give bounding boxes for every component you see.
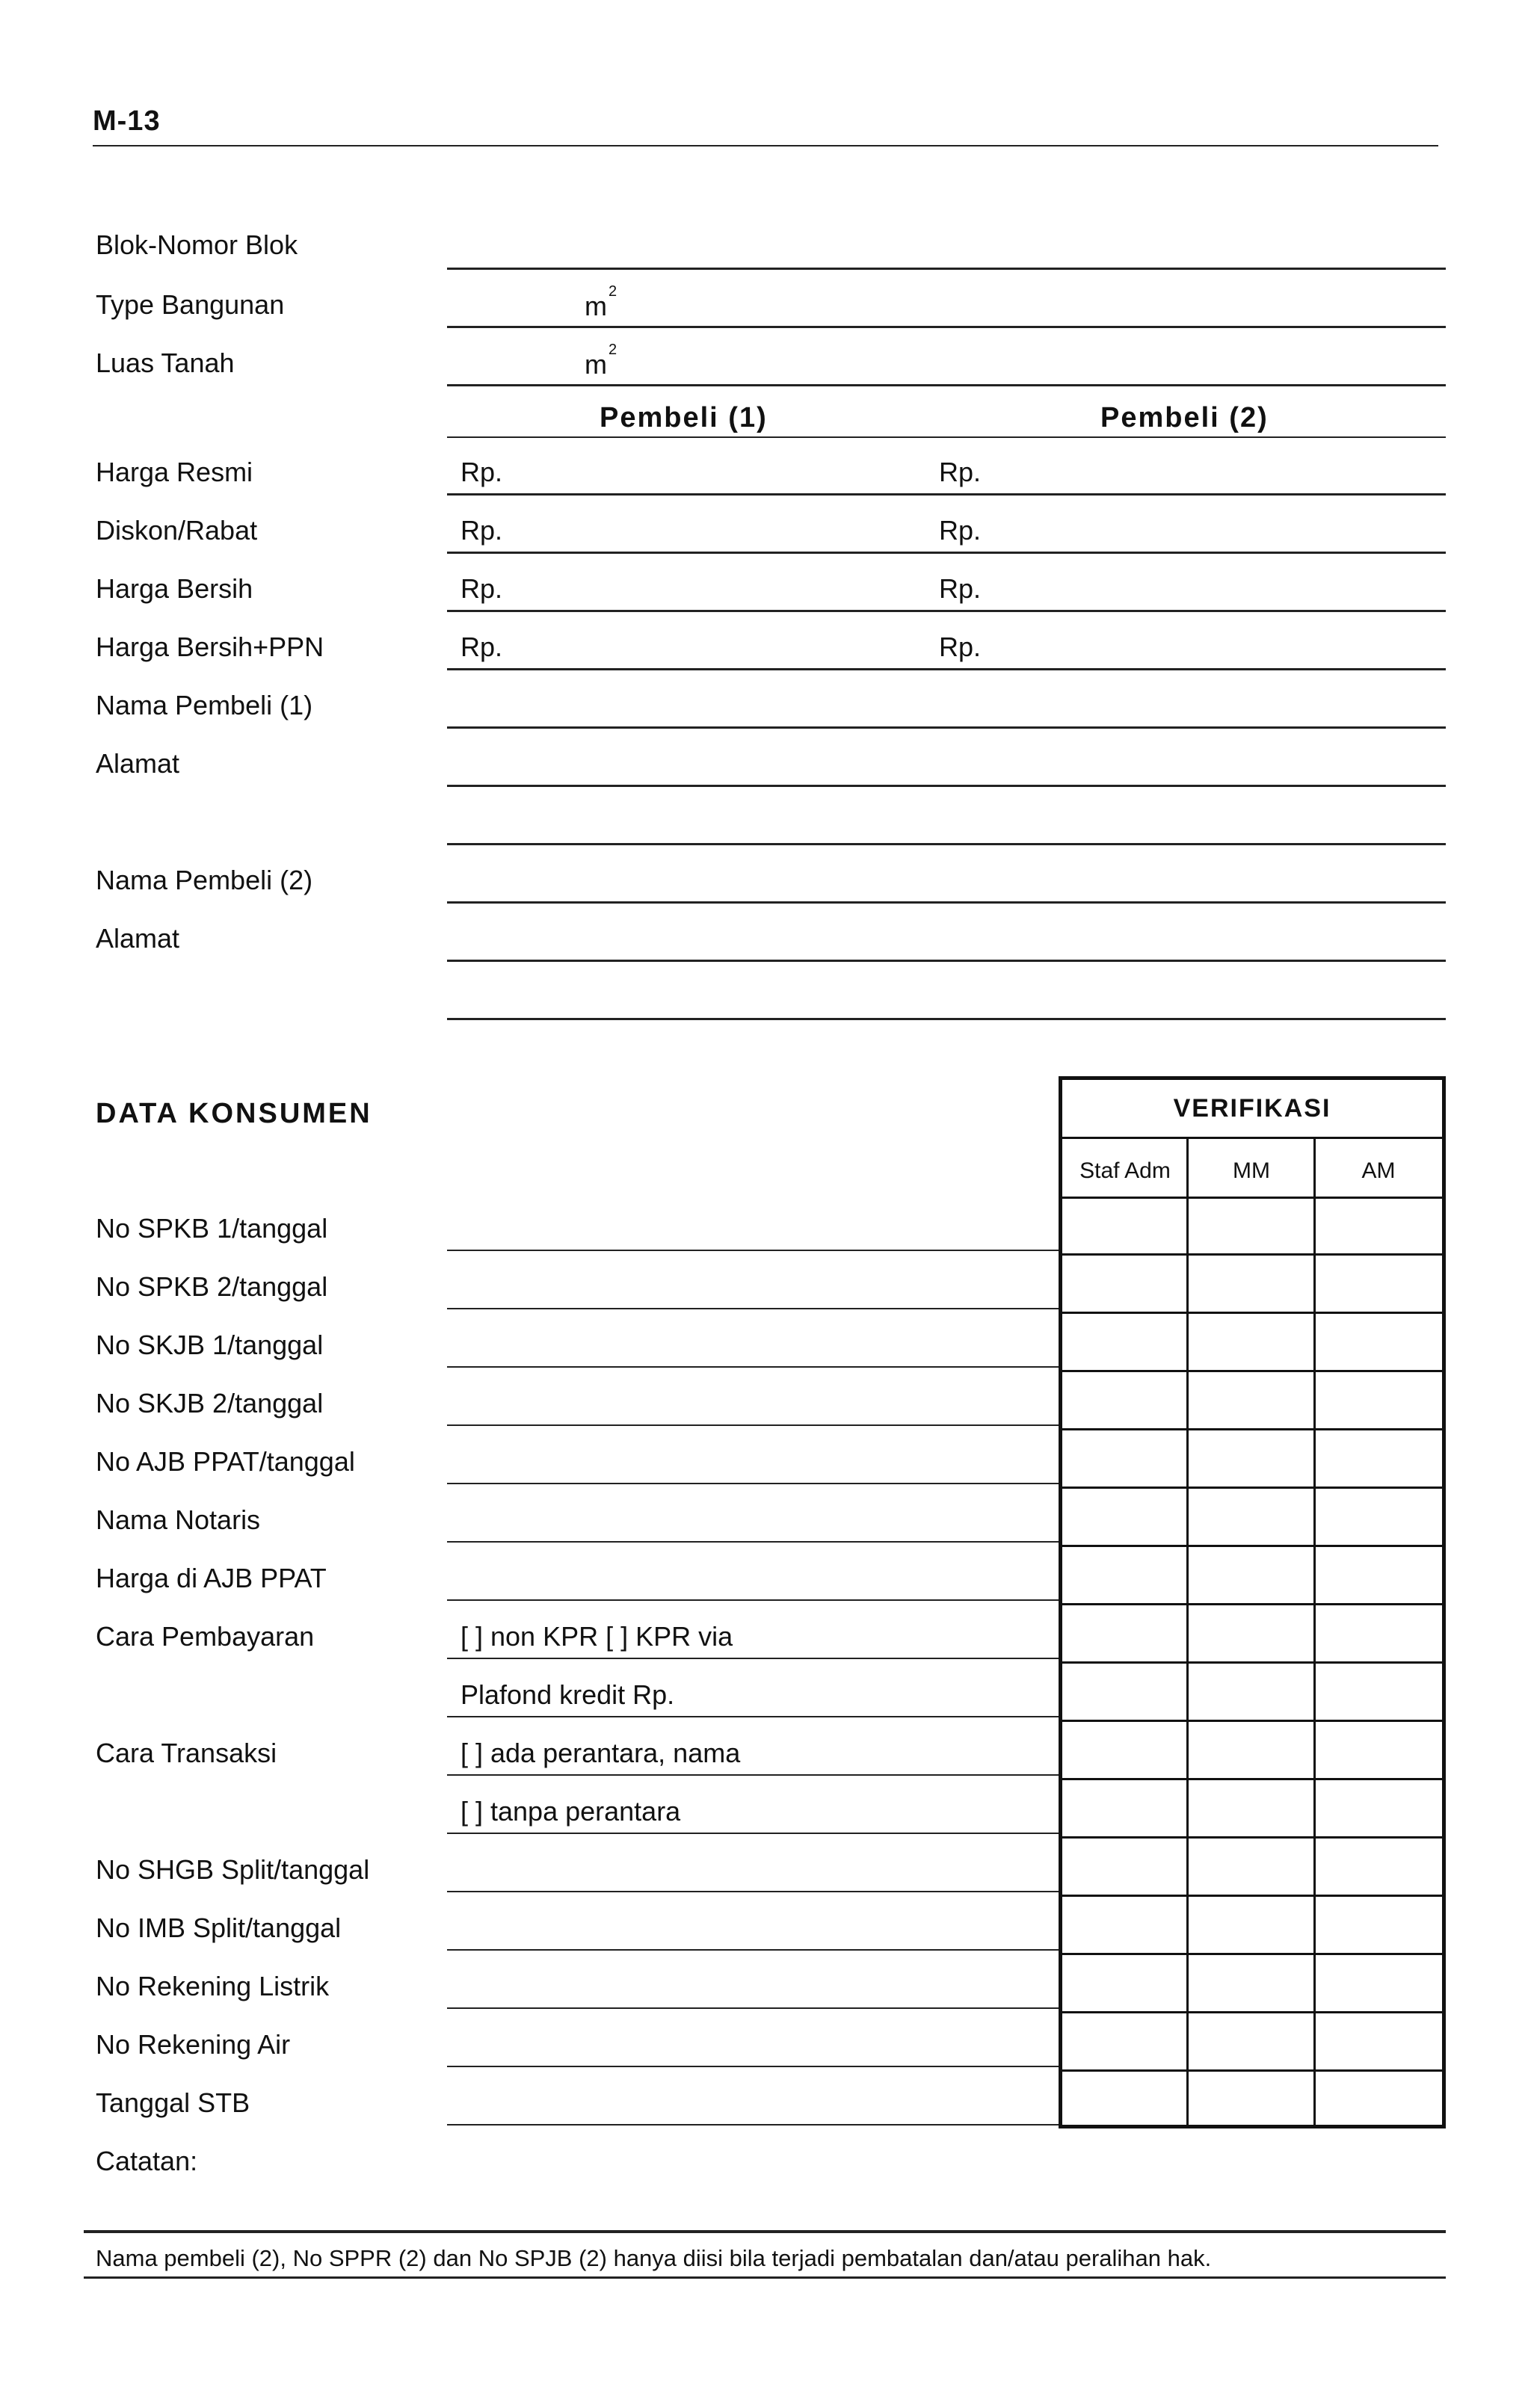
price-row-label: Diskon/Rabat: [96, 515, 258, 546]
pembeli-header-line: [447, 436, 1446, 438]
konsumen-row-line[interactable]: [447, 1308, 1060, 1309]
rp-pembeli-2: Rp.: [939, 457, 982, 487]
konsumen-row-label: Nama Notaris: [96, 1504, 261, 1535]
konsumen-row-line[interactable]: [447, 1250, 1060, 1251]
konsumen-row-label: Cara Transaksi: [96, 1738, 277, 1768]
konsumen-row-label: Tanggal STB: [96, 2087, 250, 2118]
type-bangunan-label: Type Bangunan: [96, 289, 285, 320]
verifikasi-table: [1059, 1076, 1446, 2128]
luas-unit-superscript: 2: [609, 342, 617, 358]
konsumen-row-line[interactable]: [447, 2066, 1060, 2067]
verifikasi-row-divider: [1062, 1428, 1442, 1430]
alamat-2-line[interactable]: [447, 960, 1446, 962]
konsumen-row-line[interactable]: [447, 1599, 1060, 1601]
verifikasi-row-divider: [1062, 1895, 1442, 1897]
verifikasi-row-divider: [1062, 1370, 1442, 1372]
alamat-1-label: Alamat: [96, 748, 180, 779]
verifikasi-title: VERIFIKASI: [1062, 1080, 1442, 1139]
blok-label: Blok-Nomor Blok: [96, 229, 298, 260]
verifikasi-row-divider: [1062, 2011, 1442, 2013]
konsumen-row-label: No Rekening Listrik: [96, 1971, 330, 2001]
konsumen-row-line[interactable]: [447, 1366, 1060, 1368]
price-row-line[interactable]: [447, 610, 1446, 612]
plafond-kredit-label: Plafond kredit Rp.: [460, 1679, 675, 1710]
konsumen-row-label: Harga di AJB PPAT: [96, 1563, 327, 1593]
price-row-line[interactable]: [447, 668, 1446, 670]
type-unit: m: [585, 291, 607, 321]
ada-perantara-option[interactable]: [ ] ada perantara, nama: [460, 1738, 741, 1768]
footer-note: Nama pembeli (2), No SPPR (2) dan No SPJB (2) hanya diisi bila terjadi pembatalan dan/atau peralihan hak.: [96, 2245, 1212, 2271]
konsumen-row-line[interactable]: [447, 1424, 1060, 1426]
verifikasi-row-divider: [1062, 1603, 1442, 1605]
verifikasi-row-divider: [1062, 1778, 1442, 1780]
price-row-label: Harga Bersih: [96, 573, 253, 604]
konsumen-row-label: No SHGB Split/tanggal: [96, 1854, 370, 1885]
konsumen-row-label: No IMB Split/tanggal: [96, 1912, 342, 1943]
konsumen-row-label: No SPKB 2/tanggal: [96, 1271, 328, 1302]
pembeli-2-header: Pembeli (2): [1100, 402, 1269, 433]
konsumen-row-line[interactable]: [447, 2007, 1060, 2009]
konsumen-row-line[interactable]: [447, 2124, 1060, 2125]
konsumen-row-label: No SKJB 2/tanggal: [96, 1388, 324, 1418]
rp-pembeli-1: Rp.: [460, 573, 503, 604]
konsumen-row-line[interactable]: [447, 1833, 1060, 1834]
konsumen-row-line[interactable]: [447, 1949, 1060, 1951]
rp-pembeli-1: Rp.: [460, 457, 503, 487]
type-field-line[interactable]: [447, 326, 1446, 328]
data-konsumen-title: DATA KONSUMEN: [96, 1098, 372, 1129]
rp-pembeli-2: Rp.: [939, 573, 982, 604]
verifikasi-row-divider: [1062, 1312, 1442, 1314]
nama-pembeli-1-label: Nama Pembeli (1): [96, 690, 313, 720]
konsumen-row-label: No SKJB 1/tanggal: [96, 1330, 324, 1360]
luas-unit: m: [585, 349, 607, 380]
price-row-label: Harga Resmi: [96, 457, 253, 487]
verifikasi-row-divider: [1062, 1953, 1442, 1955]
verifikasi-col-mm: MM: [1233, 1158, 1270, 1183]
verifikasi-row-divider: [1062, 2069, 1442, 2072]
luas-field-line[interactable]: [447, 384, 1446, 386]
konsumen-row-line[interactable]: [447, 1716, 1060, 1717]
price-row-line[interactable]: [447, 552, 1446, 554]
konsumen-row-label: No AJB PPAT/tanggal: [96, 1446, 355, 1477]
verifikasi-row-divider: [1062, 1253, 1442, 1256]
price-row-label: Harga Bersih+PPN: [96, 632, 324, 662]
alamat-2-line-2[interactable]: [447, 1018, 1446, 1020]
konsumen-row-line[interactable]: [447, 1541, 1060, 1543]
alamat-1-line-2[interactable]: [447, 843, 1446, 845]
alamat-2-label: Alamat: [96, 923, 180, 954]
verifikasi-col-am: AM: [1361, 1158, 1396, 1183]
konsumen-row-line[interactable]: [447, 1774, 1060, 1776]
verifikasi-row-divider: [1062, 1720, 1442, 1722]
verifikasi-col-staf-adm: Staf Adm: [1079, 1158, 1171, 1183]
rp-pembeli-2: Rp.: [939, 632, 982, 662]
verifikasi-row-divider: [1062, 1487, 1442, 1489]
rp-pembeli-1: Rp.: [460, 632, 503, 662]
nama-pembeli-2-label: Nama Pembeli (2): [96, 865, 313, 895]
verifikasi-row-divider: [1062, 1836, 1442, 1839]
konsumen-row-label: No SPKB 1/tanggal: [96, 1213, 328, 1244]
price-row-line[interactable]: [447, 493, 1446, 496]
konsumen-row-label: No Rekening Air: [96, 2029, 291, 2060]
blok-field-line[interactable]: [447, 268, 1446, 270]
konsumen-row-line[interactable]: [447, 1658, 1060, 1659]
verifikasi-col-divider: [1313, 1137, 1316, 2125]
verifikasi-row-divider: [1062, 1661, 1442, 1664]
form-code: M-13: [93, 105, 161, 137]
konsumen-row-line[interactable]: [447, 1891, 1060, 1892]
alamat-1-line[interactable]: [447, 785, 1446, 787]
verifikasi-col-divider: [1186, 1137, 1189, 2125]
rp-pembeli-2: Rp.: [939, 515, 982, 546]
tanpa-perantara-option[interactable]: [ ] tanpa perantara: [460, 1796, 681, 1827]
cara-pembayaran-options[interactable]: [ ] non KPR [ ] KPR via: [460, 1621, 733, 1652]
konsumen-row-label: Cara Pembayaran: [96, 1621, 315, 1652]
pembeli-1-header: Pembeli (1): [600, 402, 768, 433]
konsumen-row-line[interactable]: [447, 1483, 1060, 1484]
verifikasi-column-headers: [1062, 1137, 1442, 1199]
header-divider: [93, 145, 1438, 146]
footer-bottom-rule: [84, 2276, 1446, 2279]
nama-pembeli-1-line[interactable]: [447, 726, 1446, 729]
footer-top-rule: [84, 2230, 1446, 2233]
luas-tanah-label: Luas Tanah: [96, 348, 235, 378]
verifikasi-row-divider: [1062, 1545, 1442, 1547]
catatan-label: Catatan:: [96, 2146, 198, 2176]
type-unit-superscript: 2: [609, 283, 617, 300]
rp-pembeli-1: Rp.: [460, 515, 503, 546]
nama-pembeli-2-line[interactable]: [447, 901, 1446, 904]
